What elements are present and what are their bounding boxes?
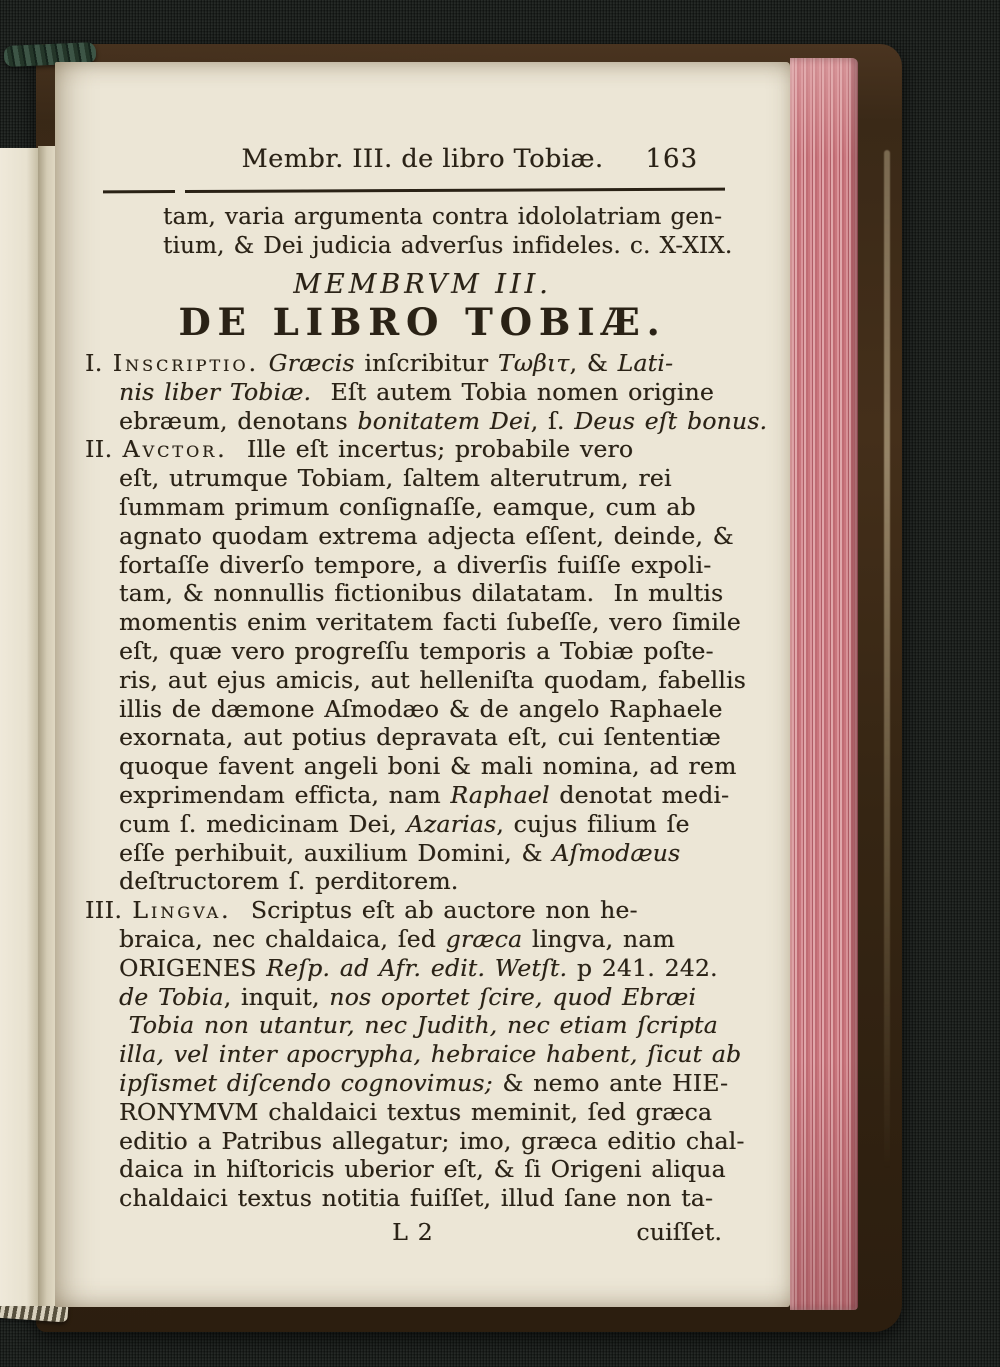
italic-segment: de Tobia — [119, 982, 224, 1011]
italic-segment: nis liber Tobiæ. — [119, 377, 312, 406]
text-line — [119, 1011, 740, 1040]
text-line — [119, 839, 740, 868]
text-segment: Ille eſt incertus; probabile vero — [227, 435, 634, 464]
smallcaps-label: Avctor. — [122, 435, 228, 464]
italic-segment: Tobia non utantur, nec Judith, nec etiam ſcripta — [119, 1011, 718, 1040]
text-segment: tium, & Dei judicia adverſus infideles. c. X-XIX. — [163, 232, 733, 259]
text-segment: ORIGENES — [119, 953, 267, 982]
text-line — [119, 1069, 740, 1098]
text-segment: chaldaici textus notitia fuiſſet, illud ſane non ta- — [119, 1184, 714, 1213]
text-line — [85, 435, 740, 464]
signature-mark: L 2 — [392, 1217, 433, 1246]
text-segment: deſtructorem ſ. perditorem. — [119, 867, 459, 896]
header-rule-segment — [185, 188, 725, 193]
italic-segment: Azarias — [406, 809, 497, 838]
italic-segment: illa, vel inter apocrypha, hebraice habent, ſicut ab — [119, 1040, 742, 1069]
italic-segment: Deus eſt bonus. — [574, 406, 768, 435]
text-segment: illis de dæmone Aſmodæo & de angelo Raphaele — [119, 694, 723, 723]
text-segment: denotat medi- — [549, 780, 730, 809]
text-line — [119, 867, 740, 896]
text-line — [119, 464, 740, 493]
italic-segment: Lati- — [617, 349, 674, 377]
book-page — [55, 62, 790, 1307]
text-segment: exprimendam efficta, nam — [119, 780, 451, 809]
text-segment: braica, nec chaldaica, ſed — [119, 924, 446, 953]
cover-edge-highlight — [884, 150, 890, 1170]
text-segment: ſummam primum conſignaſſe, eamque, cum ab — [119, 492, 696, 521]
text-segment: tam, varia argumenta contra idololatriam gen- — [163, 204, 723, 230]
running-title: Membr. III. de libro Tobiæ. — [241, 144, 604, 174]
body-text — [85, 349, 768, 1248]
text-segment: cum ſ. medicinam Dei, — [119, 809, 407, 838]
text-line — [119, 579, 740, 608]
section-inscriptio — [85, 349, 768, 435]
text-segment: Eſt autem Tobia nomen origine — [311, 377, 714, 406]
text-line — [119, 551, 740, 580]
item-numeral: I. — [85, 349, 113, 377]
item-numeral: III. — [85, 896, 133, 925]
text-segment: quoque favent angeli boni & mali nomina, ad rem — [119, 752, 737, 781]
text-line — [119, 493, 740, 522]
text-segment: , inquit, — [223, 982, 330, 1011]
text-segment: exornata, aut potius depravata eſt, cui ſententiæ — [119, 723, 721, 752]
footer-line — [85, 1218, 740, 1248]
text-line — [119, 378, 740, 407]
text-segment: momentis enim veritatem facti ſubeſſe, vero ſimile — [119, 608, 741, 637]
header-rule — [103, 188, 725, 195]
italic-segment: Raphael — [450, 780, 550, 809]
text-line — [119, 983, 740, 1012]
italic-segment: Reſp. ad Afr. edit. Wetſt. — [266, 953, 568, 982]
membrum-heading: MEMBRVM III. — [293, 269, 552, 300]
page-number: 163 — [645, 144, 698, 174]
running-head — [55, 144, 790, 178]
text-line — [119, 1098, 740, 1127]
text-segment: tam, & nonnullis fictionibus dilatatam. In multis — [119, 579, 724, 608]
text-line — [119, 781, 740, 810]
text-line — [119, 665, 746, 695]
text-segment: , & — [569, 349, 618, 377]
text-segment: RONYMVM chaldaici textus meminit, ſed græca — [119, 1097, 713, 1126]
italic-segment: græca — [445, 924, 523, 953]
catchword: cuiſſet. — [636, 1217, 722, 1246]
fore-edge-page-stack — [790, 58, 858, 1310]
text-segment: p 241. 242. — [567, 953, 718, 982]
text-segment: fortaſſe diverſo tempore, a diverſis fuiſſe expoli- — [119, 550, 712, 579]
carryover-paragraph — [163, 203, 732, 261]
section-lingva — [85, 896, 745, 1213]
smallcaps-label: Lingva. — [132, 896, 232, 925]
header-rule-segment — [103, 190, 175, 193]
text-segment: eſt, quæ vero progreſſu temporis a Tobiæ poſte- — [119, 636, 714, 665]
text-line — [119, 810, 740, 839]
text-line — [163, 232, 732, 261]
text-line — [119, 1155, 740, 1184]
text-line — [85, 349, 740, 378]
text-line — [119, 723, 740, 752]
text-segment: ebræum, denotans — [119, 406, 358, 435]
text-segment: lingva, nam — [522, 924, 675, 953]
smallcaps-label: Inscriptio. — [112, 349, 259, 377]
italic-segment: Aſmodæus — [552, 838, 681, 867]
text-segment: editio a Patribus allegatur; imo, græca editio chal- — [119, 1126, 745, 1155]
italic-segment: bonitatem Dei — [357, 406, 531, 435]
text-segment: agnato quodam extrema adjecta eſſent, deinde, & — [119, 521, 734, 550]
text-segment: daica in hiſtoricis uberior eſt, & ſi Origeni aliqua — [119, 1155, 726, 1184]
facing-page-edge — [0, 148, 38, 1306]
greek-segment: Τωβιτ — [497, 349, 570, 377]
text-line — [119, 695, 740, 724]
text-line — [119, 954, 740, 983]
text-line — [119, 1126, 745, 1156]
text-line — [119, 925, 740, 954]
text-line — [119, 406, 768, 436]
text-segment: , ſ. — [530, 406, 575, 435]
text-segment: inſcribitur — [364, 349, 498, 377]
text-line — [119, 1040, 740, 1069]
text-line — [85, 896, 740, 925]
text-segment: eſt, utrumque Tobiam, ſaltem alterutrum, rei — [119, 464, 672, 493]
text-segment: & nemo ante HIE- — [492, 1068, 729, 1097]
text-line — [119, 1184, 740, 1213]
text-segment: , cujus filium ſe — [496, 809, 690, 838]
italic-segment: ipſismet diſcendo cognovimus; — [119, 1068, 493, 1097]
text-line — [119, 522, 740, 551]
text-line — [163, 203, 732, 232]
italic-segment: Græcis — [258, 349, 365, 377]
italic-segment: nos oportet ſcire, quod Ebræi — [329, 982, 697, 1011]
text-segment: ris, aut ejus amicis, aut helleniſta quodam, fabellis — [119, 665, 746, 694]
text-line — [119, 752, 740, 781]
text-line — [119, 608, 740, 637]
chapter-title: DE LIBRO TOBIÆ. — [178, 300, 667, 344]
text-segment: Scriptus eſt ab auctore non he- — [231, 896, 638, 925]
text-line — [119, 637, 740, 666]
section-avctor — [85, 435, 746, 896]
item-numeral: II. — [85, 435, 123, 464]
text-segment: eſſe perhibuit, auxilium Domini, & — [119, 838, 553, 867]
